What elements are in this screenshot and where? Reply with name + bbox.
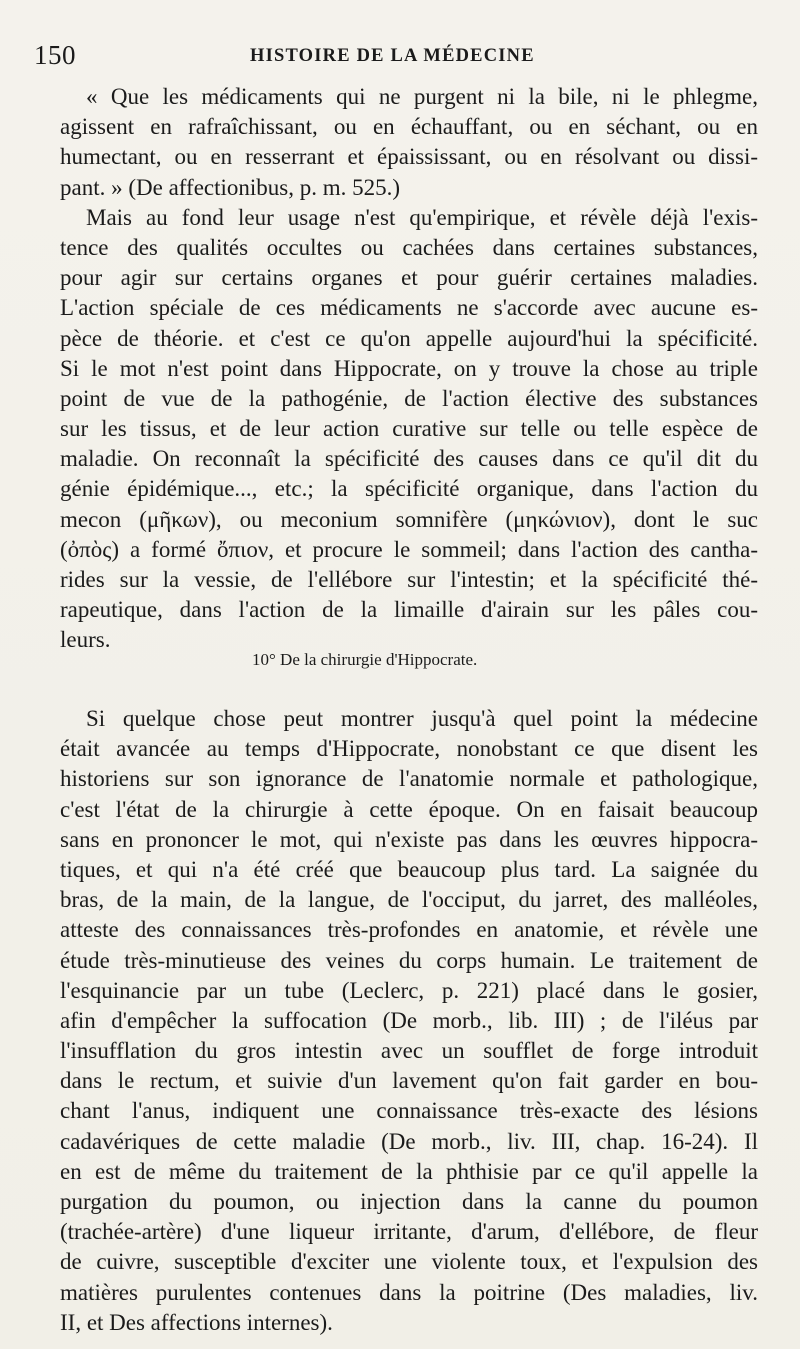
text-line: cadavériques de cette maladie (De morb., liv. III, chap. 16-24). Il xyxy=(60,1128,758,1154)
text-line: atteste des connaissances très-profondes en anatomie, et révèle une xyxy=(60,917,758,943)
text-line: de cuivre, susceptible d'exciter une violente toux, et l'expulsion des xyxy=(60,1249,758,1275)
text-line: maladie. On reconnaît la spécificité des causes dans ce qu'il dit du xyxy=(60,446,758,472)
text-line: sur les tissus, et de leur action curative sur telle ou telle espèce de xyxy=(60,416,758,442)
text-line: II, et Des affections internes). xyxy=(60,1309,333,1335)
text-line: humectant, ou en resserrant et épaississant, ou en résolvant ou dissi- xyxy=(60,144,758,170)
text-line: étude très-minutieuse des veines du corps humain. Le traitement de xyxy=(60,947,758,973)
text-line: rides sur la vessie, de l'ellébore sur l'intestin; et la spécificité thé- xyxy=(60,567,758,592)
text-line: point de vue de la pathogénie, de l'action élective des substances xyxy=(60,385,758,411)
text-line: pant. » (De affectionibus, p. m. 525.) xyxy=(60,174,401,200)
text-line: afin d'empêcher la suffocation (De morb., lib. III) ; de l'iléus par xyxy=(60,1007,758,1033)
text-line: dans le rectum, et suivie d'un lavement qu'on fait garder en bou- xyxy=(60,1068,758,1094)
text-line: (ὀπὸς) a formé ὄπιον, et procure le sommeil; dans l'action des cantha- xyxy=(60,536,758,562)
text-line: tiques, et qui n'a été créé que beaucoup plus tard. La saignée du xyxy=(60,856,758,882)
text-line: l'esquinancie par un tube (Leclerc, p. 221) placé dans le gosier, xyxy=(60,977,758,1003)
text-line: agissent en rafraîchissant, ou en échauffant, ou en séchant, ou en xyxy=(60,114,758,140)
running-title: HISTOIRE DE LA MÉDECINE xyxy=(250,46,535,66)
text-line: historiens sur son ignorance de l'anatomie normale et pathologique, xyxy=(60,766,758,792)
text-line: l'insufflation du gros intestin avec un soufflet de forge introduit xyxy=(60,1038,758,1064)
text-line: mecon (μῆκων), ou meconium somnifère (μηκώνιον), dont le suc xyxy=(60,506,758,532)
text-line: génie épidémique..., etc.; la spécificité organique, dans l'action du xyxy=(60,476,758,502)
body-text-top xyxy=(60,82,758,656)
text-line: c'est l'état de la chirurgie à cette époque. On en faisait beaucoup xyxy=(60,796,758,822)
body-text-bottom xyxy=(60,704,758,1338)
text-line: « Que les médicaments qui ne purgent ni la bile, ni le phlegme, xyxy=(86,84,758,109)
text-line: tence des qualités occultes ou cachées dans certaines substances, xyxy=(60,234,758,260)
text-line: Si le mot n'est point dans Hippocrate, on y trouve la chose au triple xyxy=(60,355,758,381)
text-line: pour agir sur certains organes et pour guérir certaines maladies. xyxy=(60,265,758,291)
text-line: rapeutique, dans l'action de la limaille d'airain sur les pâles cou- xyxy=(60,597,758,623)
section-title: 10° De la chirurgie d'Hippocrate. xyxy=(252,650,478,669)
text-line: était avancée au temps d'Hippocrate, nonobstant ce que disent les xyxy=(60,736,758,762)
text-line: pèce de théorie. et c'est ce qu'on appelle aujourd'hui la spécificité. xyxy=(60,325,758,351)
text-line: purgation du poumon, ou injection dans la canne du poumon xyxy=(60,1189,758,1214)
page-number: 150 xyxy=(34,40,76,70)
text-line: en est de même du traitement de la phthisie par ce qu'il appelle la xyxy=(60,1158,758,1184)
text-line: chant l'anus, indiquent une connaissance très-exacte des lésions xyxy=(60,1098,758,1124)
text-line: matières purulentes contenues dans la poitrine (Des maladies, liv. xyxy=(60,1279,758,1305)
text-line: Mais au fond leur usage n'est qu'empirique, et révèle déjà l'exis- xyxy=(86,204,758,230)
text-line: (trachée-artère) d'une liqueur irritante, d'arum, d'ellébore, de fleur xyxy=(60,1219,758,1245)
text-line: bras, de la main, de la langue, de l'occiput, du jarret, des malléoles, xyxy=(60,887,758,913)
text-line: Si quelque chose peut montrer jusqu'à quel point la médecine xyxy=(86,706,758,731)
text-line: L'action spéciale de ces médicaments ne s'accorde avec aucune es- xyxy=(60,295,758,321)
text-line: leurs. xyxy=(60,627,111,653)
page-header xyxy=(34,36,734,76)
text-line: sans en prononcer le mot, qui n'existe pas dans les œuvres hippocra- xyxy=(60,826,758,852)
